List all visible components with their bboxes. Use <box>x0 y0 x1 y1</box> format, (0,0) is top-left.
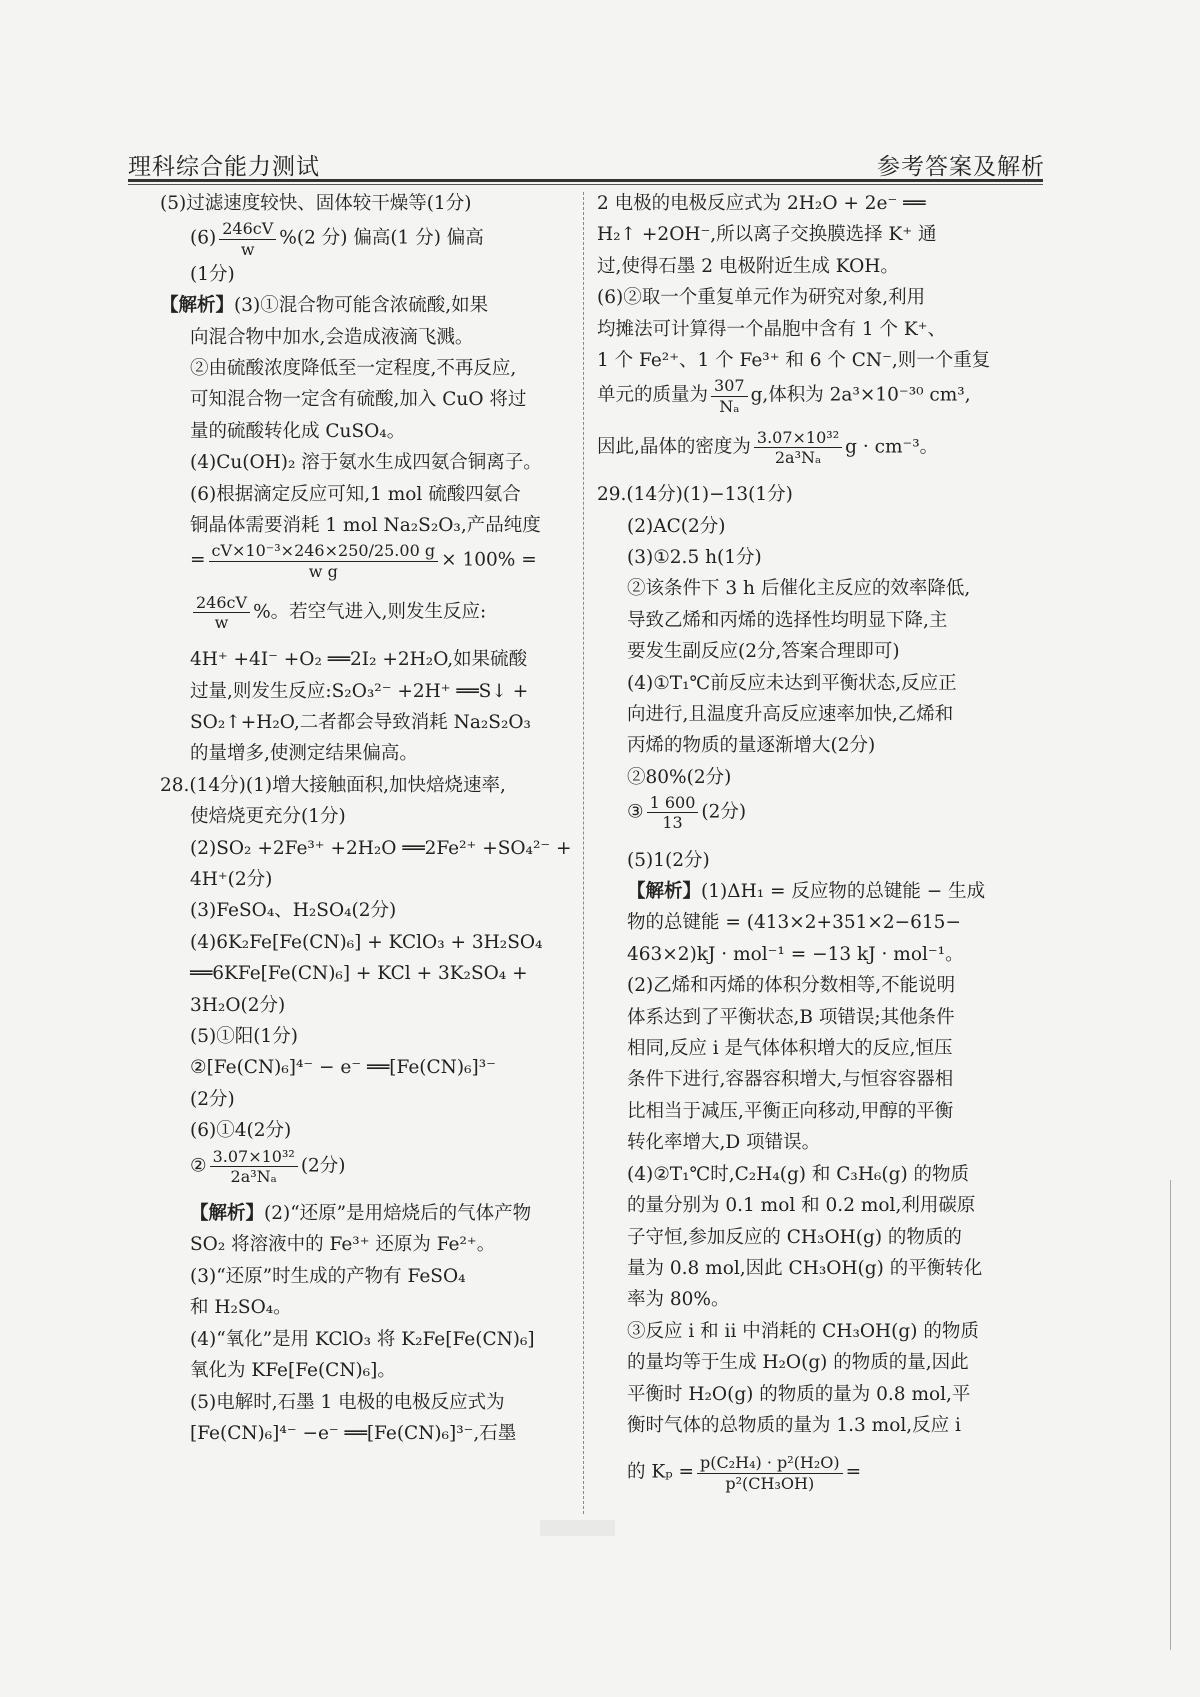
text-line <box>597 428 1043 467</box>
text-line: 463×2)kJ · mol⁻¹ = −13 kJ · mol⁻¹。 <box>627 943 964 965</box>
fraction-numerator: p(C₂H₄) · p²(H₂O) <box>697 1453 843 1473</box>
text-line: 使焙烧更充分(1分) <box>190 806 346 828</box>
text-line: 向混合物中加水,会造成液滴飞溅。 <box>190 326 474 348</box>
text-line: (4)Cu(OH)₂ 溶于氨水生成四氨合铜离子。 <box>190 452 542 474</box>
fraction-numerator: 246cV <box>193 593 250 613</box>
text-line <box>160 1147 573 1186</box>
text-line: (5)1(2分) <box>627 849 710 871</box>
text-line: 的量增多,使测定结果偏高。 <box>190 743 418 765</box>
text-line: 平衡时 H₂O(g) 的物质的量为 0.8 mol,平 <box>627 1383 971 1405</box>
right-column <box>597 188 1043 1493</box>
header-right-title: 参考答案及解析 <box>877 154 1045 180</box>
text-line: 子守恒,参加反应的 CH₃OH(g) 的物质的 <box>627 1226 962 1248</box>
fraction-prefix: 的 Kₚ = <box>627 1462 694 1484</box>
fraction-suffix: × 100% = <box>441 550 537 572</box>
text-line: 铜晶体需要消耗 1 mol Na₂S₂O₃,产品纯度 <box>190 515 541 537</box>
text-line: (5)电解时,石墨 1 电极的电极反应式为 <box>190 1391 505 1413</box>
text-line: 条件下进行,容器容积增大,与恒容容器相 <box>627 1069 954 1091</box>
text-line: (2分) <box>190 1088 235 1110</box>
fraction-suffix: g · cm⁻³。 <box>845 436 939 458</box>
text-line: 2 电极的电极反应式为 2H₂O + 2e⁻ ══ <box>597 193 926 214</box>
text-line: 比相当于减压,平衡正向移动,甲醇的平衡 <box>627 1100 954 1122</box>
text-line: (4)①T₁℃前反应未达到平衡状态,反应正 <box>627 672 957 694</box>
text-line: (3)“还原”时生成的产物有 FeSO₄ <box>190 1265 466 1287</box>
text-line: ②该条件下 3 h 后催化主反应的效率降低, <box>627 578 971 600</box>
analysis-tag: 【解析】 <box>190 1203 265 1225</box>
fraction <box>697 1453 843 1492</box>
text-line: 过,使得石墨 2 电极附近生成 KOH。 <box>597 255 899 277</box>
text-line: ②80%(2分) <box>627 766 732 788</box>
text-line <box>160 593 573 632</box>
text-line <box>160 1198 573 1229</box>
fraction-prefix: = <box>190 550 206 572</box>
fraction-denominator: w <box>240 239 255 259</box>
fraction-prefix: ③ <box>627 801 644 823</box>
fraction-suffix: = <box>845 1462 862 1484</box>
text-line: 28.(14分)(1)增大接触面积,加快焙烧速率, <box>160 774 506 796</box>
fraction-numerator: cV×10⁻³×246×250/25.00 g <box>209 541 439 561</box>
text-line: ③反应 i 和 ii 中消耗的 CH₃OH(g) 的物质 <box>627 1320 979 1342</box>
text-line <box>160 219 573 258</box>
text-line: (3)FeSO₄、H₂SO₄(2分) <box>190 900 397 922</box>
analysis-text: (1)ΔH₁ = 反应物的总键能 − 生成 <box>701 881 986 903</box>
text-line <box>597 1453 1043 1492</box>
text-line: (6)①4(2分) <box>190 1120 292 1142</box>
fraction-numerator: 246cV <box>219 219 276 239</box>
fraction <box>647 793 699 832</box>
text-line: 过量,则发生反应:S₂O₃²⁻ +2H⁺ ══S↓ + <box>190 680 529 702</box>
fraction-numerator: 1 600 <box>647 793 699 813</box>
text-line: 要发生副反应(2分,答案合理即可) <box>627 641 900 663</box>
text-line <box>597 793 1043 832</box>
text-line: ②由硫酸浓度降低至一定程度,不再反应, <box>190 358 517 379</box>
text-line: 和 H₂SO₄。 <box>190 1297 292 1319</box>
fraction-suffix: (2分) <box>701 801 747 823</box>
text-line: 体系达到了平衡状态,B 项错误;其他条件 <box>627 1006 955 1028</box>
text-line: 的量均等于生成 H₂O(g) 的物质的量,因此 <box>627 1352 969 1374</box>
text-line: (4)6K₂Fe[Fe(CN)₆] + KClO₃ + 3H₂SO₄ <box>190 931 543 953</box>
text-line: 导致乙烯和丙烯的选择性均明显下降,主 <box>627 609 948 631</box>
text-line: 29.(14分)(1)−13(1分) <box>597 484 793 506</box>
fraction-suffix: (2分) <box>300 1155 346 1177</box>
fraction-denominator: 2a³Nₐ <box>230 1166 277 1186</box>
analysis-tag: 【解析】 <box>160 295 235 317</box>
text-line: ══6KFe[Fe(CN)₆] + KCl + 3K₂SO₄ + <box>190 963 528 985</box>
text-line: (5)①阳(1分) <box>190 1026 298 1048</box>
fraction <box>209 541 439 580</box>
text-line: (6)根据滴定反应可知,1 mol 硫酸四氨合 <box>190 483 521 505</box>
text-line: H₂↑ +2OH⁻,所以离子交换膜选择 K⁺ 通 <box>597 224 937 246</box>
fraction <box>219 219 276 258</box>
text-line: 相同,反应 i 是气体体积增大的反应,恒压 <box>627 1038 953 1060</box>
text-line: 均摊法可计算得一个晶胞中含有 1 个 K⁺、 <box>597 318 946 340</box>
text-line: 3H₂O(2分) <box>190 994 286 1016</box>
text-line: (3)①2.5 h(1分) <box>627 547 762 568</box>
text-line: 丙烯的物质的量逐渐增大(2分) <box>627 735 876 757</box>
header-rule-thin <box>128 184 1043 185</box>
fraction-prefix: ② <box>190 1155 207 1177</box>
text-line: SO₂ 将溶液中的 Fe³⁺ 还原为 Fe²⁺。 <box>190 1234 496 1256</box>
fraction-prefix: 因此,晶体的密度为 <box>597 436 751 458</box>
text-line: (2)AC(2分) <box>627 515 726 537</box>
fraction-denominator: w <box>214 613 229 632</box>
fraction-denominator: 13 <box>662 813 683 833</box>
text-line: (1分) <box>190 263 235 285</box>
text-line: [Fe(CN)₆]⁴⁻ −e⁻ ══[Fe(CN)₆]³⁻,石墨 <box>190 1422 517 1444</box>
text-line: 的量分别为 0.1 mol 和 0.2 mol,利用碳原 <box>627 1195 976 1217</box>
analysis-text: (3)①混合物可能含浓硫酸,如果 <box>234 295 489 317</box>
fraction <box>754 428 842 467</box>
text-line <box>160 290 573 321</box>
fraction-prefix: 单元的质量为 <box>597 385 709 407</box>
text-line: SO₂↑+H₂O,二者都会导致消耗 Na₂S₂O₃ <box>190 712 531 733</box>
text-line: 衡时气体的总物质的量为 1.3 mol,反应 i <box>627 1414 961 1436</box>
text-line: ②[Fe(CN)₆]⁴⁻ − e⁻ ══[Fe(CN)₆]³⁻ <box>190 1057 496 1079</box>
fraction-suffix: %。若空气进入,则发生反应: <box>253 601 487 623</box>
text-line: 1 个 Fe²⁺、1 个 Fe³⁺ 和 6 个 CN⁻,则一个重复 <box>597 350 991 372</box>
header-left-title: 理科综合能力测试 <box>128 154 320 180</box>
text-line: 可知混合物一定含有硫酸,加入 CuO 将过 <box>190 389 527 411</box>
text-line: 量的硫酸转化成 CuSO₄。 <box>190 420 406 442</box>
text-line <box>597 376 1043 415</box>
text-line: 4H⁺ +4I⁻ +O₂ ══2I₂ +2H₂O,如果硫酸 <box>190 649 528 671</box>
left-column <box>160 188 573 1449</box>
text-line: (2)SO₂ +2Fe³⁺ +2H₂O ══2Fe²⁺ +SO₄²⁻ + <box>190 837 572 859</box>
fraction-numerator: 3.07×10³² <box>754 428 842 448</box>
text-line: 量为 0.8 mol,因此 CH₃OH(g) 的平衡转化 <box>627 1257 983 1279</box>
scan-edge-line <box>1170 1180 1171 1650</box>
text-line: 率为 80%。 <box>627 1289 730 1311</box>
text-line: 向进行,且温度升高反应速率加快,乙烯和 <box>627 704 954 726</box>
text-line: (6)②取一个重复单元作为研究对象,利用 <box>597 287 926 309</box>
fraction-numerator: 3.07×10³² <box>210 1147 298 1167</box>
fraction <box>193 593 250 632</box>
text-line: (2)乙烯和丙烯的体积分数相等,不能说明 <box>627 975 956 997</box>
text-line: 物的总键能 = (413×2+351×2−615− <box>627 912 961 934</box>
fraction-denominator: Nₐ <box>719 396 740 416</box>
text-line: (4)“氧化”是用 KClO₃ 将 K₂Fe[Fe(CN)₆] <box>190 1328 535 1350</box>
page-number-smudge <box>540 1520 615 1536</box>
header-rule <box>128 179 1043 182</box>
text-line <box>160 541 573 580</box>
text-line: (4)②T₁℃时,C₂H₄(g) 和 C₃H₆(g) 的物质 <box>627 1163 970 1185</box>
fraction-numerator: 307 <box>711 376 748 396</box>
text-line <box>597 876 1043 907</box>
fraction-denominator: w g <box>308 561 338 581</box>
analysis-text: (2)“还原”是用焙烧后的气体产物 <box>264 1203 532 1225</box>
analysis-tag: 【解析】 <box>627 881 702 903</box>
column-divider <box>583 192 584 1514</box>
fraction-suffix: %(2 分) 偏高(1 分) 偏高 <box>279 228 484 250</box>
fraction-prefix: (6) <box>190 228 217 250</box>
text-line: (5)过滤速度较快、固体较干燥等(1分) <box>160 193 472 214</box>
fraction-denominator: p²(CH₃OH) <box>725 1473 815 1493</box>
text-line: 转化率增大,D 项错误。 <box>627 1132 821 1154</box>
fraction-suffix: g,体积为 2a³×10⁻³⁰ cm³, <box>750 385 971 407</box>
fraction <box>711 376 748 415</box>
fraction-denominator: 2a³Nₐ <box>774 448 822 467</box>
text-line: 4H⁺(2分) <box>190 869 273 891</box>
fraction <box>210 1147 298 1186</box>
text-line: 氧化为 KFe[Fe(CN)₆]。 <box>190 1360 396 1382</box>
